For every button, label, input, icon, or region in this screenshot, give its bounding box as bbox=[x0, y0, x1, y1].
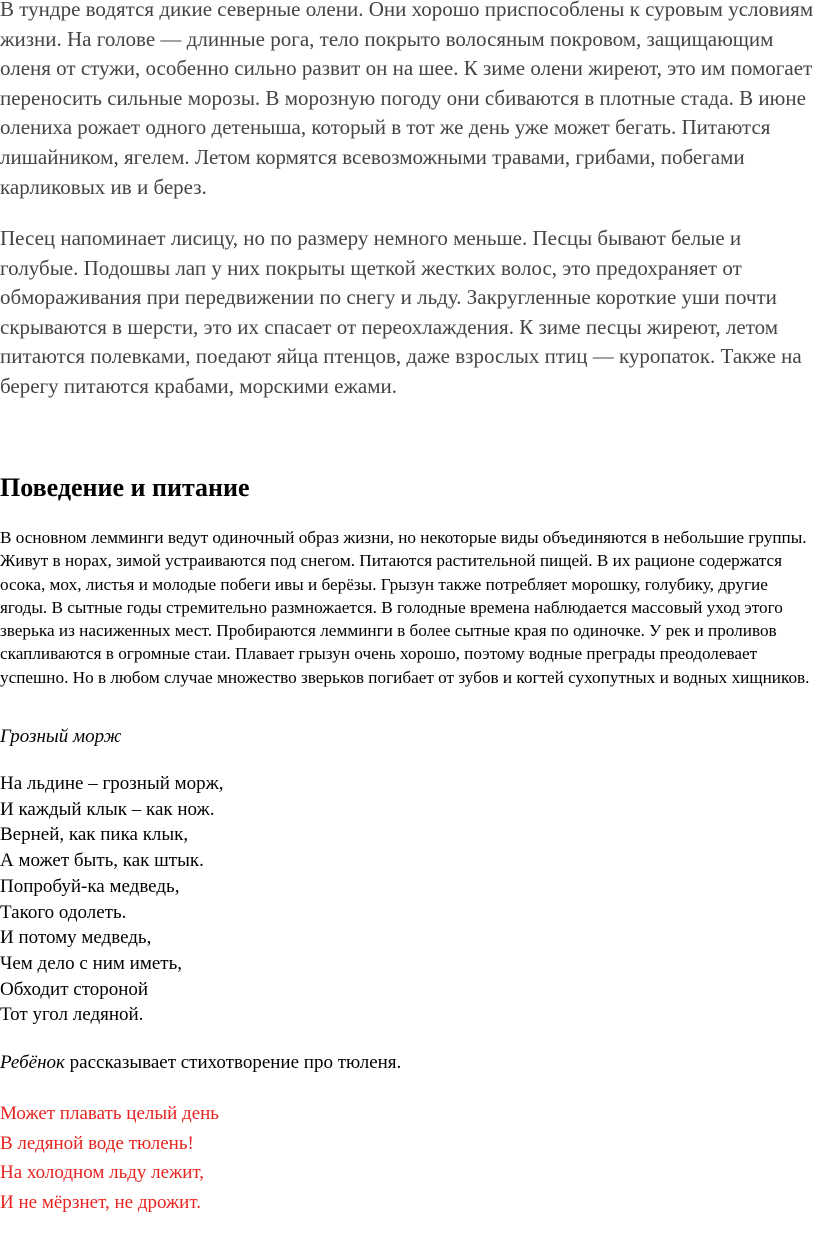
seal-poem-line: Может плавать целый день bbox=[0, 1103, 219, 1124]
section-heading: Поведение и питание bbox=[0, 473, 250, 502]
poem-line: Верней, как пика клык, bbox=[0, 824, 189, 846]
poem-line: На льдине – грозный морж, bbox=[0, 773, 224, 794]
paragraph-arctic-fox: Песец напоминает лисицу, но по размеру немного меньше. Песцы бывают белые и голубые. Подошвы лап у них покрыты щеткой жестких волос, это предохраняет от обмораживания при передвижении по снегу и льду. Закругленные короткие уши почти скрываются в шерсти, это их спасает от переохлаждения. К зиме песцы жиреют, летом питаются полевками, поедают яйца птенцов, даже взрослых птиц — куропаток. Также на берегу питаются крабами, морскими ежами. bbox=[0, 226, 802, 398]
paragraph-reindeer: В тундре водятся дикие северные олени. Они хорошо приспособлены к суровым условиям жизни. На голове — длинные рога, тело покрыто волосяным покровом, защищающим оленя от стужи, особенно сильно развит он на шее. К зиме олени жиреют, это им помогает переносить сильные морозы. В морозную погоду они сбиваются в плотные стада. В июне олениха рожает одного детеныша, который в тот же день уже может бегать. Питаются лишайником, ягелем. Летом кормятся всевозможными травами, грибами, побегами карликовых ив и берез. bbox=[0, 0, 814, 199]
poem-title: Грозный морж bbox=[0, 726, 122, 747]
narration-speaker: Ребёнок bbox=[0, 1052, 65, 1073]
seal-poem-line: В ледяной воде тюлень! bbox=[0, 1132, 194, 1154]
narration-line bbox=[0, 1051, 401, 1075]
poem-line: Обходит стороной bbox=[0, 978, 149, 1000]
seal-poem-line: И не мёрзнет, не дрожит. bbox=[0, 1191, 201, 1213]
poem-line: И потому медведь, bbox=[0, 927, 152, 949]
poem-line: Такого одолеть. bbox=[0, 901, 127, 923]
narration-text: рассказывает стихотворение про тюленя. bbox=[64, 1052, 402, 1073]
poem-line: Попробуй-ка медведь, bbox=[0, 875, 180, 897]
poem-line: Тот угол ледяной. bbox=[0, 1004, 144, 1026]
walrus-poem bbox=[0, 771, 224, 1028]
poem-line: А может быть, как штык. bbox=[0, 850, 204, 872]
seal-poem-line: На холодном льду лежит, bbox=[0, 1162, 205, 1183]
poem-line: Чем дело с ним иметь, bbox=[0, 952, 183, 974]
paragraph-lemming: В основном лемминги ведут одиночный образ жизни, но некоторые виды объединяются в небольшие группы. Живут в норах, зимой устраиваются под снегом. Питаются растительной пищей. В их рационе содержатся осока, мох, листья и молодые побеги ивы и берёзы. Грызун также потребляет морошку, голубику, другие ягоды. В сытные годы стремительно размножается. В голодные времена наблюдается массовый уход этого зверька из насиженных мест. Пробираются лемминги в более сытные края по одиночке. У рек и проливов скапливаются в огромные стаи. Плавает грызун очень хорошо, поэтому водные преграды преодолевает успешно. Но в любом случае множество зверьков погибает от зубов и когтей сухопутных и водных хищников. bbox=[0, 528, 810, 687]
seal-poem bbox=[0, 1099, 219, 1217]
poem-line: И каждый клык – как нож. bbox=[0, 798, 215, 820]
